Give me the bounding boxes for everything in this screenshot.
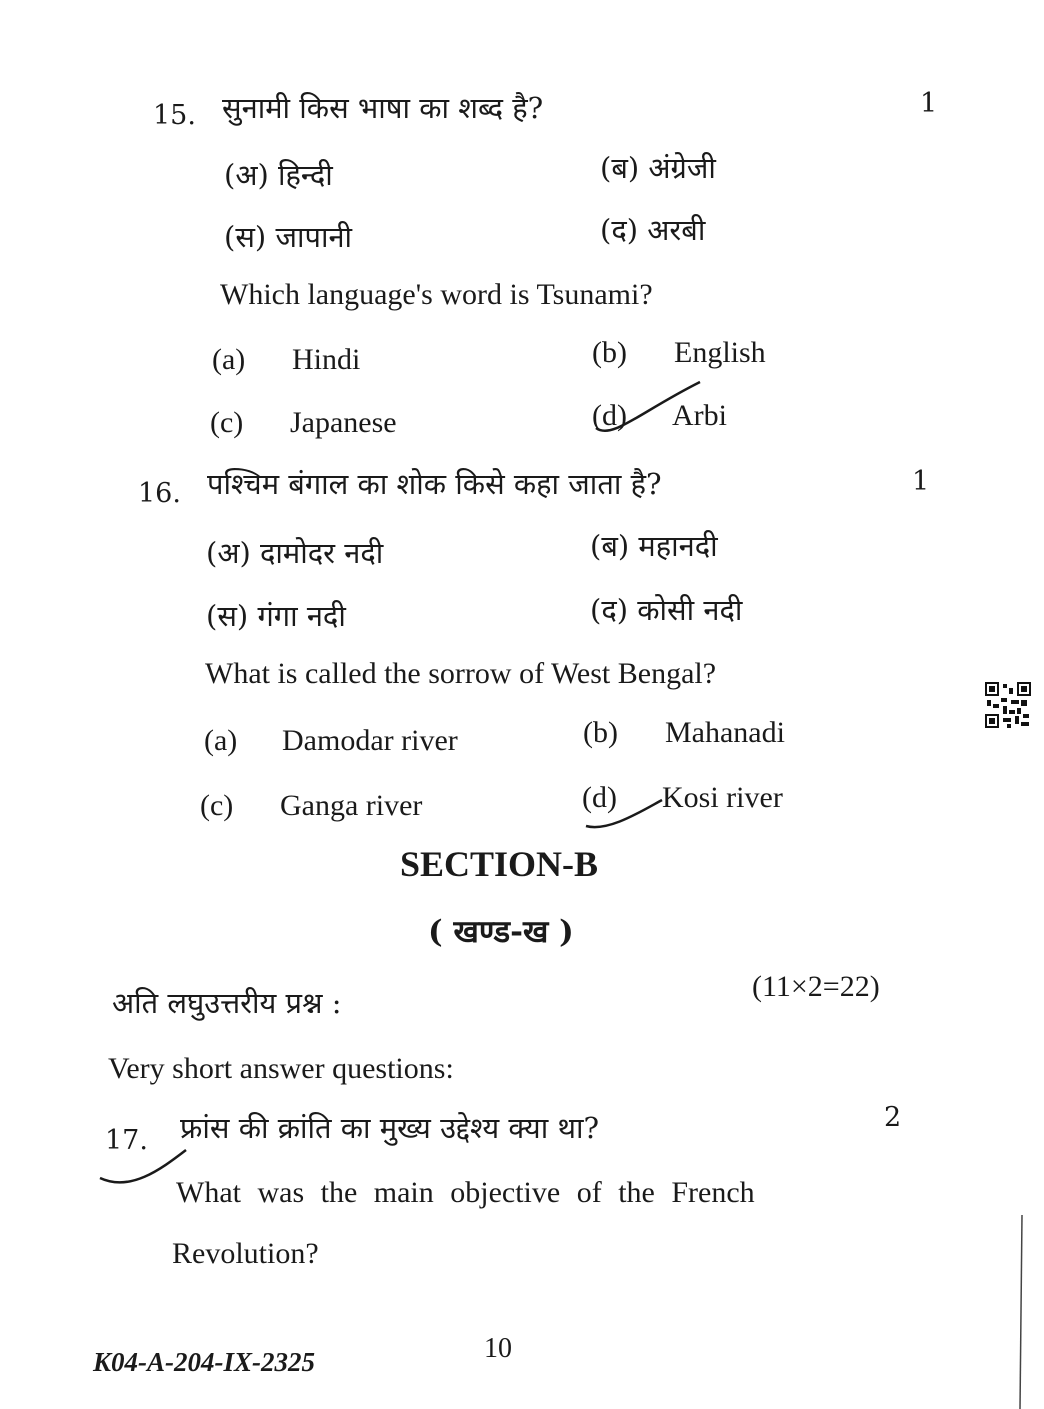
q16-english-text: What is called the sorrow of West Bengal? [205, 657, 717, 690]
section-english-instruction: Very short answer questions: [108, 1052, 454, 1085]
option-text: English [674, 336, 766, 369]
option-text: Kosi river [662, 781, 783, 814]
option-label: (b) [583, 716, 618, 749]
option-text: Damodar river [282, 724, 458, 757]
option-text: Japanese [290, 406, 397, 439]
q16-hindi-text: पश्चिम बंगाल का शोक किसे कहा जाता है? [207, 467, 662, 501]
q15-hindi-option-c [224, 217, 352, 256]
section-title: SECTION-B [400, 844, 599, 884]
q16-hindi-option-a [206, 533, 383, 572]
option-label: (a) [204, 724, 238, 757]
option-text: हिन्दी [278, 158, 333, 192]
q16-english-option-c [200, 789, 422, 823]
q16-english-option-b [583, 716, 785, 750]
q15-english-option-a [212, 343, 360, 377]
option-label: (d) [582, 781, 617, 814]
q16-number: 16. [138, 478, 181, 509]
q15-hindi-option-b [600, 148, 716, 187]
option-label: (c) [210, 406, 244, 439]
option-label: (c) [200, 789, 234, 822]
q16-marks: 1 [912, 466, 930, 497]
q17-english-line1: What was the main objective of the French [176, 1176, 755, 1209]
option-text: कोसी नदी [637, 593, 743, 627]
q15-hindi-option-d [600, 210, 705, 249]
option-text: दामोदर नदी [260, 536, 384, 570]
q17-hindi-text: फ्रांस की क्रांति का मुख्य उद्देश्य क्या था? [180, 1111, 600, 1145]
section-hindi-title: ( खण्ड-ख ) [428, 914, 574, 950]
q16-hindi-option-c [206, 596, 346, 635]
option-text: अंग्रेजी [648, 151, 716, 185]
paper-code: K04-A-204-IX-2325 [93, 1347, 315, 1377]
qr-code-icon [985, 682, 1031, 728]
option-label: (द) [600, 213, 639, 247]
q15-number: 15. [153, 100, 196, 131]
option-label: (अ) [224, 158, 269, 192]
option-text: गंगा नदी [257, 599, 346, 633]
option-text: Arbi [672, 399, 727, 432]
option-label: (a) [212, 343, 246, 376]
option-label: (d) [592, 399, 627, 432]
option-text: महानदी [638, 529, 718, 563]
q15-english-option-b [592, 336, 766, 370]
q17-number: 17. [105, 1125, 148, 1156]
option-text: अरबी [647, 213, 706, 247]
q15-english-option-d [592, 399, 727, 433]
option-label: (ब) [600, 151, 640, 185]
q17-marks: 2 [884, 1102, 902, 1133]
option-label: (स) [206, 599, 249, 633]
option-text: Hindi [292, 343, 361, 376]
option-label: (b) [592, 336, 627, 369]
q15-hindi-text: सुनामी किस भाषा का शब्द है? [222, 91, 544, 125]
margin-line [1020, 1215, 1022, 1409]
q15-marks: 1 [920, 88, 938, 119]
option-text: Ganga river [280, 789, 423, 822]
q16-hindi-option-b [590, 526, 718, 565]
q15-english-text: Which language's word is Tsunami? [220, 278, 653, 311]
section-marks-scheme: (11×2=22) [752, 970, 880, 1003]
q16-english-option-a [204, 724, 458, 758]
option-text: जापानी [275, 220, 353, 254]
q17-english-line2: Revolution? [172, 1237, 319, 1270]
section-hindi-instruction: अति लघुउत्तरीय प्रश्न : [112, 986, 342, 1020]
option-label: (ब) [590, 529, 630, 563]
q15-hindi-option-a [224, 155, 333, 194]
q16-english-option-d [582, 781, 783, 815]
option-text: Mahanadi [665, 716, 785, 749]
option-label: (स) [224, 220, 267, 254]
option-label: (अ) [206, 536, 251, 570]
q16-hindi-option-d [590, 590, 742, 629]
q15-english-option-c [210, 406, 397, 440]
option-label: (द) [590, 593, 629, 627]
page-number: 10 [484, 1333, 512, 1364]
